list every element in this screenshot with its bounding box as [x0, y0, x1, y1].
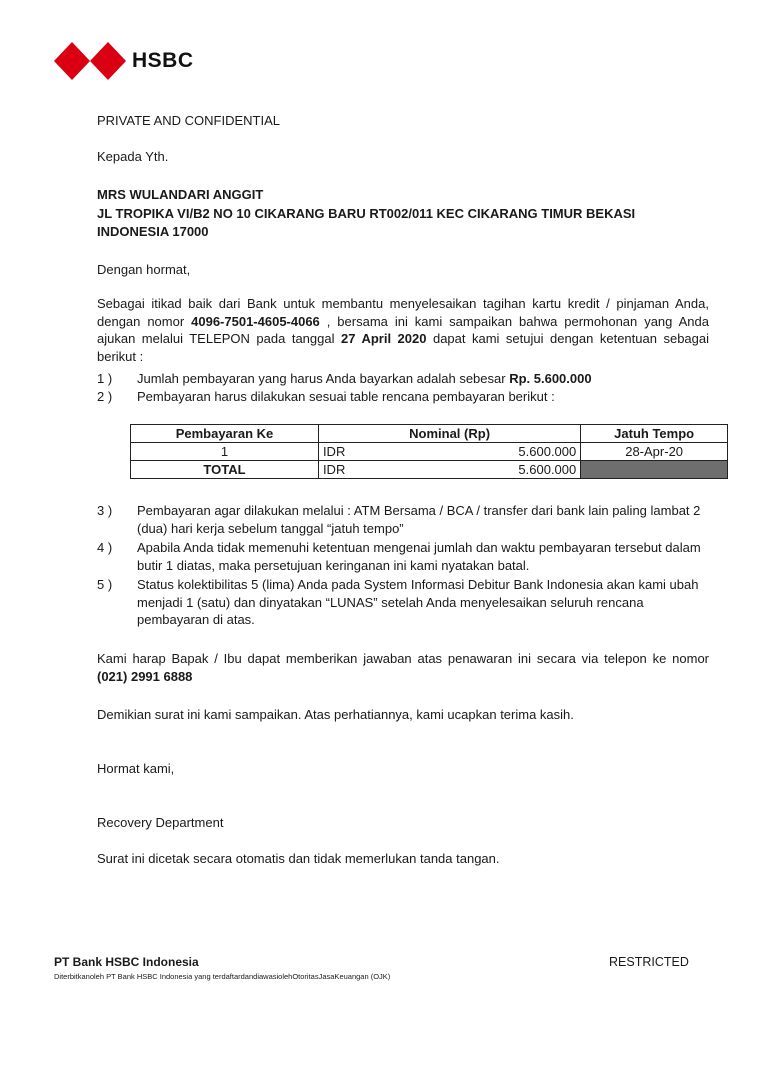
list-item: 2 ) Pembayaran harus dilakukan sesuai table rencana pembayaran berikut :: [97, 389, 555, 404]
empty-shaded-cell: [581, 461, 728, 479]
confidential-label: PRIVATE AND CONFIDENTIAL: [97, 113, 280, 128]
recipient-name: MRS WULANDARI ANGGIT: [97, 187, 264, 202]
brand-name: HSBC: [132, 49, 194, 72]
footer-subtitle: Diterbitkanoleh PT Bank HSBC Indonesia yang terdaftardandiawasiolehOtoritasJasaKeuangan (OJK): [54, 972, 391, 981]
regards-line: Hormat kami,: [97, 761, 175, 776]
list-item: 4 ) Apabila Anda tidak memenuhi ketentuan mengenai jumlah dan waktu pembayaran tersebut dalam butir 1 diatas, maka persetujuan keringanan ini kami nyatakan batal.: [97, 540, 701, 573]
recipient-address-line2: INDONESIA 17000: [97, 224, 209, 239]
total-amount: 5.600.000: [518, 462, 577, 477]
account-number: 4096-7501-4605-4066: [191, 313, 320, 329]
list-item: 1 ) Jumlah pembayaran yang harus Anda bayarkan adalah sebesar Rp. 5.600.000: [97, 371, 592, 386]
amount: 5.600.000: [518, 444, 577, 459]
phone-number: (021) 2991 6888: [97, 668, 193, 684]
column-header: Nominal (Rp): [318, 425, 580, 443]
column-header: Jatuh Tempo: [581, 425, 728, 443]
table-row: [131, 443, 728, 461]
classification-label: RESTRICTED: [609, 955, 689, 969]
currency: IDR: [322, 462, 346, 477]
currency: IDR: [322, 444, 346, 459]
thanks-line: Demikian surat ini kami sampaikan. Atas perhatiannya, kami ucapkan terima kasih.: [97, 707, 574, 722]
department-name: Recovery Department: [97, 815, 224, 830]
request-date: 27 April 2020: [340, 331, 427, 346]
column-header: Pembayaran Ke: [131, 425, 319, 443]
auto-print-note: Surat ini dicetak secara otomatis dan tidak memerlukan tanda tangan.: [97, 851, 500, 866]
hsbc-logo: [54, 42, 194, 80]
salutation-to: Kepada Yth.: [97, 149, 169, 164]
payment-schedule-table: [130, 424, 728, 479]
list-item: 5 ) Status kolektibilitas 5 (lima) Anda pada System Informasi Debitur Bank Indonesia akan kami ubah menjadi 1 (satu) dan dinyatakan “LUNAS” setelah Anda menyelesaikan seluruh rencana pembayaran di atas.: [97, 577, 699, 627]
list-item: 3 ) Pembayaran agar dilakukan melalui : ATM Bersama / BCA / transfer dari bank lain paling lambat 2 (dua) hari kerja sebelum tanggal “jatuh tempo”: [97, 503, 701, 536]
hsbc-hexagon-icon: [54, 42, 126, 80]
payment-amount: Rp. 5.600.000: [509, 371, 592, 386]
due-date: 28-Apr-20: [581, 443, 728, 461]
greeting: Dengan hormat,: [97, 262, 191, 277]
intro-paragraph: Sebagai itikad baik dari Bank untuk membantu menyelesaikan tagihan kartu kredit / pinjaman Anda, dengan nomor 4096-7501-4605-4066 , bersama ini kami sampaikan bahwa permohonan yang Anda ajukan melalui TELEPON pada tanggal 27 April 2020 dapat kami setujui dengan ketentuan sebagai berikut :: [97, 296, 709, 364]
recipient-address-line1: JL TROPIKA VI/B2 NO 10 CIKARANG BARU RT002/011 KEC CIKARANG TIMUR BEKASI: [97, 206, 636, 221]
footer-company: PT Bank HSBC Indonesia: [54, 955, 199, 969]
table-total-row: [131, 461, 728, 479]
table-header-row: [131, 425, 728, 443]
closing-paragraph: Kami harap Bapak / Ibu dapat memberikan jawaban atas penawaran ini secara via telepon ke nomor (021) 2991 6888: [97, 651, 709, 684]
installment-number: 1: [131, 443, 319, 461]
total-label: TOTAL: [131, 461, 319, 479]
